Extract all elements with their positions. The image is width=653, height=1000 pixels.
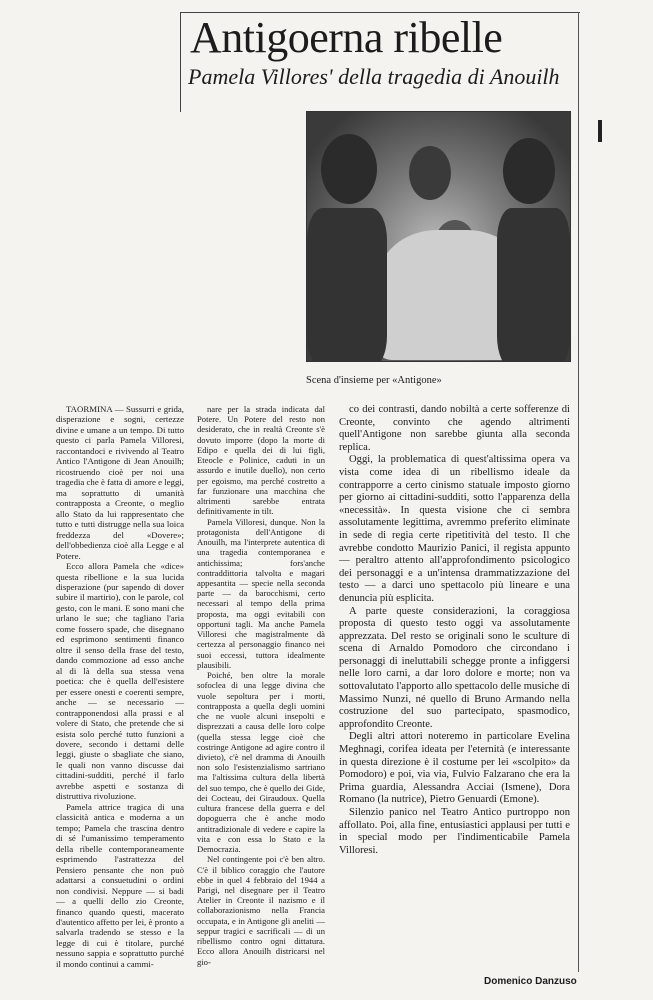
actor-figure [307, 208, 387, 362]
frame-rule-left [180, 12, 181, 112]
article-column-1 [56, 404, 184, 969]
paragraph: Poiché, ben oltre la morale sofoclea di una legge divina che vuole sepoltura per i morti, contrapposta a quella degli uomini che ne vuole alcuni insepolti e disprezzati a causa delle loro colpe (quella stessa legge cioè che costringe Antigone ad agire contro il divieto), c'è nel dramma di Anouilh non solo l'esistenzialismo sartriano ma l'altissima cultura della libertà del suo tempo, che è quello dei Gide, dei Cocteau, dei Giraudoux. Quella cultura francese della guerra e del dopoguerra che è anche modo antitradizionale di vedere e capire la vita e con essa lo Stato e la Democrazia. [197, 670, 325, 855]
paragraph: Silenzio panico nel Teatro Antico purtroppo non affollato. Poi, alla fine, entusiastici applausi per tutti e in special modo per l'indimenticabile Pamela Villoresi. [339, 807, 570, 856]
subheadline: Pamela Villores' della tragedia di Anouilh [188, 64, 560, 89]
paragraph: Pamela attrice tragica di una classicità antica e moderna a un tempo; Pamela che trascina dentro di sé l'umanissimo temperamento della ribelle contemporaneamente esprimendo l'astrattezza del Pensiero pensante che non può adattarsi a consuetudini o ordini non condivisi. Neppure — si badi — a quelli dello zio Creonte, financo quando questi, macerato d'autentico affetto per lei, è pronto a salvarla tradendo se stesso e la legge di cui è titolare, purché nessuno sappia e soprattutto purché il mondo continui a cammi- [56, 801, 184, 969]
author-signature: Domenico Danzuso [484, 976, 577, 987]
actor-figure [503, 138, 555, 204]
paragraph: co dei contrasti, dando nobiltà a certe sofferenze di Creonte, convinto che agendo altrimenti quell'Antigone non sarebbe giunta alla seconda replica. [339, 404, 570, 453]
photo-caption: Scena d'insieme per «Antigone» [306, 375, 442, 386]
stage-photo [306, 111, 571, 362]
headline: Antigoerna ribelle [190, 13, 503, 62]
article-column-2 [197, 404, 325, 967]
ink-mark [598, 120, 602, 142]
actor-figure [409, 146, 451, 200]
frame-rule-right [578, 12, 579, 972]
paragraph: TAORMINA — Sussurri e grida, disperazione e sogni, certezze divine e umane a un tempo. Di tutto questo ci parla Pamela Villoresi, raccontandoci e rivivendo al Teatro Antico l'Antigone di Jean Anouilh; ricostruendo cioè per noi una tragedia che è fatta di amore e leggi, ma soprattutto di umanità contrapposta a Creonte, o meglio allo Stato da lui rappresentato che tutto e tutti distrugge nella sua loica freddezza del «Dovere»; dell'obbedienza cioè alla Legge e al Potere. [56, 404, 184, 561]
paragraph: Oggi, la problematica di quest'altissima opera va vista come idea di un ribellismo ideale da contrapporre a certo cinismo statuale imposto giorno per giorno ai cittadini-sudditi, sotto l'apparenza della «necessità». In questa visione che ci sembra assolutamente legittima, avremmo preferito eliminate in sede di regia certe ripetitività del testo. Il che avrebbe condotto Maurizio Panici, il regista appunto — peraltro attento all'approfondimento psicologico dei personaggi e a un'intensa drammatizzazione del testo — a darci uno spettacolo più lineare e una denuncia più esplicita. [339, 454, 570, 604]
actor-figure [497, 208, 570, 362]
paragraph: Pamela Villoresi, dunque. Non la protagonista dell'Antigone di Anouilh, ma l'interprete autentica di una tragedia contemporanea e antichissima; fors'anche contraddittoria talvolta e magari appesantita — specie nella seconda parte — da barocchismi, certo necessari al tempo della prima proposta, ma oggi evitabili con opportuni tagli. Ma anche Pamela Villoresi che magistralmente dà certezza al personaggio financo nei suoi eccessi, tuttora idealmente plausibili. [197, 516, 325, 670]
paragraph: Degli altri attori noteremo in particolare Evelina Meghnagi, corifea ideata per l'eternità (e interessante in questa direzione è il costume per lei «scolpito» da Pomodoro) e poi, via via, Fulvio Falzarano che era la Prima guardia, Alessandra Acciai (Ismene), Dora Romano (la nutrice), Pietro Genuardi (Emone). [339, 731, 570, 806]
paragraph: nare per la strada indicata dal Potere. Un Potere del resto non desiderato, che in realtà Creonte s'è dovuto imporre (dopo la morte di Edipo e quella dei di lui figli, Eteocle e Polinice, caduti in un assurdo e inutile duello), non certo per egoismo, ma perché costretto a far funzionare una macchina che altrimenti sarebbe entrata definitivamente in tilt. [197, 404, 325, 517]
article-column-3 [339, 404, 570, 857]
paragraph: Ecco allora Pamela che «dice» questa ribellione e la sua lucida disperazione (pur sapendo di dover subire il martirio), con le parole, col gesto, con le mani. E sono mani che urlano le sue; che tagliano l'aria come fossero spade, che disegnano ed esprimono sentimenti financo oltre il senso della frase del testo, dando commozione ad esso anche al di là della sua stessa vena poetica: che è quella dell'esistere per essere onesti e coerenti sempre, anche — se necessario — contrapponendosi alla prassi e al volere di Stato, che pretende che si esista solo perché tutto funzioni a dovere, secondo i dettami delle leggi, giuste o sbagliate che siano, le quali non vanno discusse dai cittadini-sudditi, perché il farlo avrebbe aspetti e sostanza di distruttiva rivoluzione. [56, 561, 184, 802]
actor-figure [321, 134, 377, 204]
paragraph: Nel contingente poi c'è ben altro. C'è il biblico coraggio che l'autore ebbe in quel 4 febbraio del 1944 a Parigi, nel disegnare per il Teatro Atelier in Creonte il nazismo e il collaborazionismo nella Francia occupata, e in Antigone gli aneliti — seppur tragici e sacrificali — di un ribellismo contro ogni dittatura. Ecco allora Anouilh districarsi nel gio- [197, 854, 325, 967]
paragraph: A parte queste considerazioni, la coraggiosa proposta di questo testo oggi va assolutamente apprezzata. Del resto se originali sono le sculture di scena di Arnaldo Pomodoro che circondano i personaggi di ineluttabili schegge pronte a infiggersi nelle loro carni, a dar loro dolore e morte; non va sottovalutato l'apporto allo spettacolo delle musiche di Massimo Nunzi, né quello di Bruno Armando nella costruzione del suo partecipato, spasmodico, approfondito Creonte. [339, 605, 570, 730]
